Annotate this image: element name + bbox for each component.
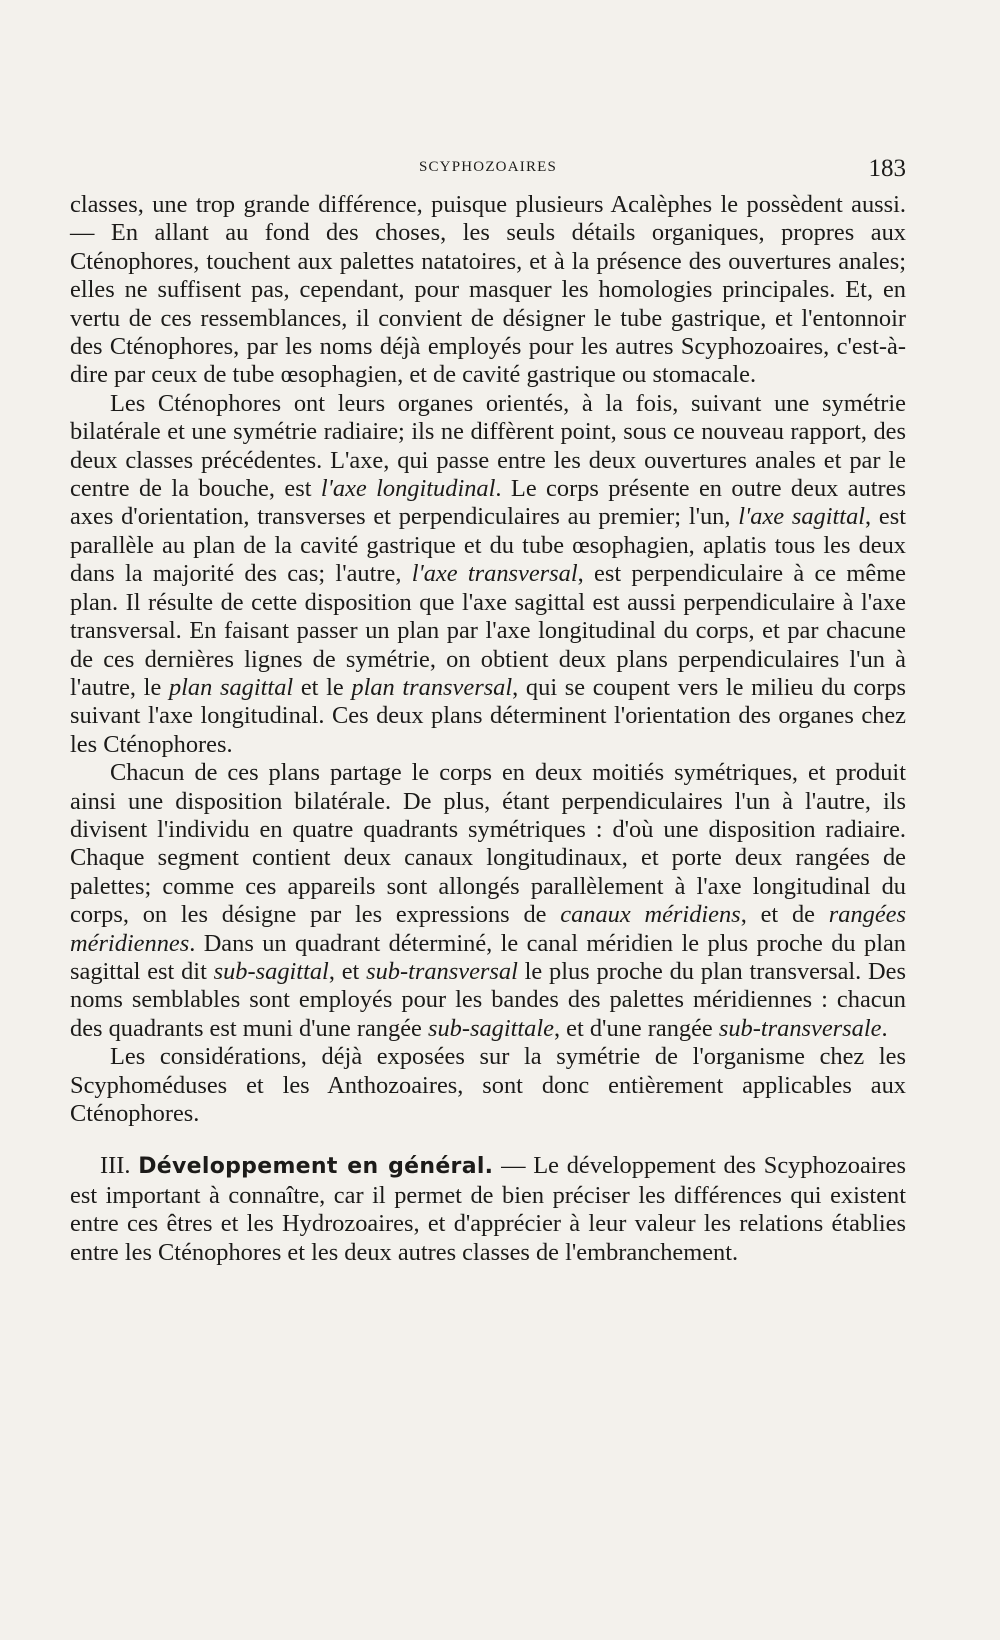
- paragraph: [70, 191, 906, 390]
- section-number: III.: [100, 1152, 131, 1180]
- text-run: , est parallèle au plan de la cavité gastrique et du tube œsophagien, aplatis tous les deux dans la majorité des cas; l'autre,: [70, 503, 907, 588]
- italic-term: canaux méridiens: [560, 901, 741, 929]
- paragraph: [70, 1043, 906, 1128]
- italic-term: plan sagittal: [168, 673, 294, 701]
- running-head: [70, 155, 906, 189]
- section-paragraph: [70, 1152, 906, 1267]
- body-text: [70, 191, 906, 1267]
- italic-term: l'axe sagittal: [738, 503, 866, 531]
- paragraph: [70, 390, 906, 759]
- paragraph: [70, 759, 906, 1043]
- italic-term: sub-transversal: [366, 957, 518, 985]
- text-run: Chacun de ces plans partage le corps en deux moitiés symétriques, et produit ainsi une disposition bilatérale. De plus, étant perpendiculaires l'un à l'autre, ils divisent l'individu en quatre quadrants symétriques : d'où une disposition radiaire. Chaque segment contient deux canaux longitudinaux, et porte deux rangées de palettes; comme ces appareils sont allongés parallèlement à l'axe longitudinal du corps, on les désigne par les expressions de: [70, 759, 906, 929]
- text-run: Les considérations, déjà exposées sur la symétrie de l'organisme chez les Scyphoméduses et les Anthozoaires, sont donc entièrement applicables aux Cténophores.: [70, 1043, 906, 1127]
- text-run: . Le corps présente en outre deux autres axes d'orientation, transverses et perpendiculaires au premier; l'un,: [70, 475, 906, 531]
- text-run: Les Cténophores ont leurs organes orientés, à la fois, suivant une symétrie bilatérale et une symétrie radiaire; ils ne diffèrent point, sous ce nouveau rapport, des deux classes précédentes. L'axe, qui passe entre les deux ouvertures anales et par le centre de la bouche, est: [70, 389, 906, 503]
- text-run: et le: [293, 673, 352, 701]
- italic-term: plan transversal: [351, 673, 513, 701]
- text-run: , et de: [740, 901, 829, 929]
- page-number: 183: [868, 155, 906, 182]
- italic-term: rangées méridiennes: [70, 901, 906, 957]
- section-text: Le développement des Scyphozoaires est important à connaître, car il permet de bien préciser les différences qui existent entre ces êtres et les Hydrozoaires, et d'apprécier à leur valeur les relations établies entre les Cténophores et les deux autres classes de l'embranchement.: [70, 1152, 906, 1266]
- italic-term: l'axe transversal: [411, 560, 578, 588]
- text-run: classes, une trop grande différence, puisque plusieurs Acalèphes le possèdent aussi. — En allant au fond des choses, les seuls détails organiques, propres aux Cténophores, touchent aux palettes natatoires, et à la présence des ouvertures anales; elles ne suffisent pas, cependant, pour masquer les homologies principales. Et, en vertu de ces ressemblances, il convient de désigner le tube gastrique, et l'entonnoir des Cténophores, par les noms déjà employés pour les autres Scyphozoaires, c'est-à-dire par ceux de tube œsophagien, et de cavité gastrique ou stomacale.: [70, 191, 906, 389]
- text-run: . Dans un quadrant déterminé, le canal méridien le plus proche du plan sagittal est dit: [70, 929, 906, 985]
- italic-term: sub-sagittale: [427, 1014, 554, 1042]
- text-run: , qui se coupent vers le milieu du corps suivant l'axe longitudinal. Ces deux plans déterminent l'orientation des organes chez les Cténophores.: [70, 673, 907, 758]
- text-run: , et: [328, 957, 367, 985]
- text-run: .: [881, 1014, 888, 1042]
- italic-term: l'axe longitudinal: [320, 475, 496, 503]
- section-dash: —: [493, 1152, 534, 1180]
- running-head-title: SCYPHOZOAIRES: [418, 159, 558, 175]
- section-heading: Développement en général.: [138, 1154, 494, 1180]
- text-run: , est perpendiculaire à ce même plan. Il résulte de cette disposition que l'axe sagittal est aussi perpendiculaire à l'axe transversal. En faisant passer un plan par l'axe longitudinal du corps, et par chacune de ces dernières lignes de symétrie, on obtient deux plans perpendiculaires l'un à l'autre, le: [70, 560, 906, 701]
- text-run: le plus proche du plan transversal. Des noms semblables sont employés pour les bandes des palettes méridiennes : chacun des quadrants est muni d'une rangée: [70, 957, 906, 1042]
- italic-term: sub-transversale: [718, 1014, 882, 1042]
- italic-term: sub-sagittal: [213, 957, 329, 985]
- text-run: , et d'une rangée: [553, 1014, 719, 1042]
